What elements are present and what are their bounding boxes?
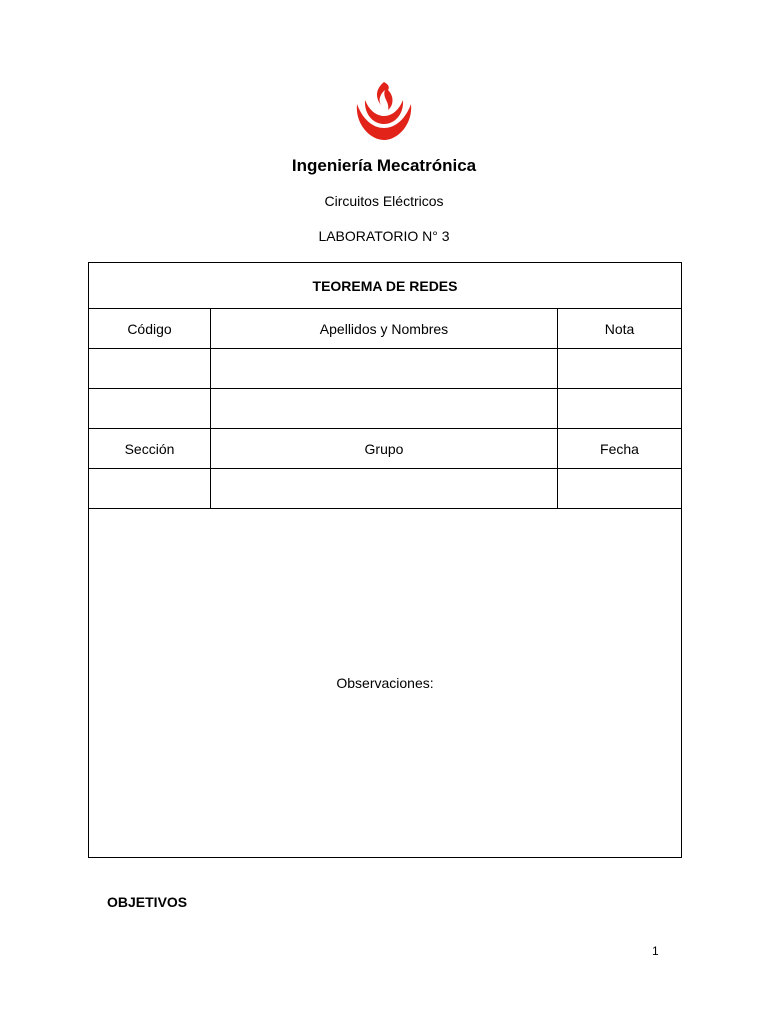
nota-field-1[interactable] bbox=[558, 349, 682, 389]
seccion-field[interactable] bbox=[89, 469, 211, 509]
logo-inner-crescent bbox=[365, 100, 403, 124]
page-title: Ingeniería Mecatrónica bbox=[291, 156, 477, 175]
upc-flame-logo-icon bbox=[352, 78, 416, 144]
fecha-field[interactable] bbox=[558, 469, 682, 509]
lab-number: LABORATORIO N° 3 bbox=[318, 228, 450, 244]
codigo-field-2[interactable] bbox=[89, 389, 211, 429]
header-seccion: Sección bbox=[89, 429, 211, 469]
form-heading: TEOREMA DE REDES bbox=[89, 263, 682, 309]
grupo-field[interactable] bbox=[211, 469, 558, 509]
observaciones-label: Observaciones: bbox=[336, 675, 434, 691]
course-name: Circuitos Eléctricos bbox=[324, 193, 444, 209]
codigo-field-1[interactable] bbox=[89, 349, 211, 389]
page-number: 1 bbox=[652, 944, 659, 958]
header-codigo: Código bbox=[89, 309, 211, 349]
nombres-field-1[interactable] bbox=[211, 349, 558, 389]
header-nota: Nota bbox=[558, 309, 682, 349]
logo-flame bbox=[377, 82, 393, 110]
header-grupo: Grupo bbox=[211, 429, 558, 469]
nombres-field-2[interactable] bbox=[211, 389, 558, 429]
section-heading-objetivos: OBJETIVOS bbox=[107, 894, 188, 910]
lab-cover-form bbox=[88, 262, 682, 858]
observaciones-field[interactable] bbox=[89, 509, 682, 858]
header-fecha: Fecha bbox=[558, 429, 682, 469]
nota-field-2[interactable] bbox=[558, 389, 682, 429]
header-apellidos-nombres: Apellidos y Nombres bbox=[211, 309, 558, 349]
